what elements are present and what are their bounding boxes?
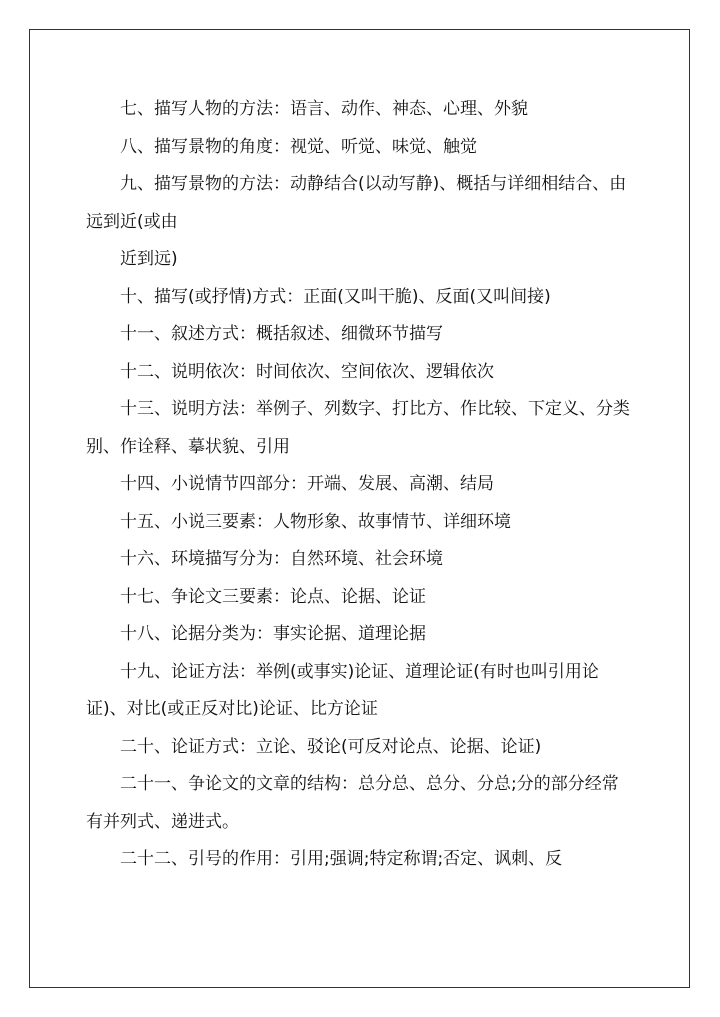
document-body (86, 91, 634, 879)
paragraph-16: 十六、环境描写分为：自然环境、社会环境 (120, 549, 443, 569)
paragraph-9-continuation: 近到远) (120, 249, 178, 269)
paragraph-14: 十四、小说情节四部分：开端、发展、高潮、结局 (120, 474, 494, 494)
paragraph-9: 九、描写景物的方法：动静结合(以动写静)、概括与详细相结合、由远到近(或由 (86, 174, 627, 232)
paragraph-15: 十五、小说三要素：人物形象、故事情节、详细环境 (120, 511, 511, 532)
paragraph-11: 十一、叙述方式：概括叙述、细微环节描写 (120, 324, 443, 344)
paragraph-8: 八、描写景物的角度：视觉、听觉、味觉、触觉 (120, 136, 477, 157)
paragraph-7: 七、描写人物的方法：语言、动作、神态、心理、外貌 (120, 99, 528, 119)
paragraph-22: 二十二、引号的作用：引用;强调;特定称谓;否定、讽刺、反 (120, 849, 563, 869)
paragraph-17: 十七、争论文三要素：论点、论据、论证 (120, 586, 426, 607)
paragraph-10: 十、描写(或抒情)方式：正面(又叫干脆)、反面(又叫间接) (120, 286, 551, 307)
paragraph-13: 十三、说明方法：举例子、列数字、打比方、作比较、下定义、分类别、作诠释、摹状貌、引用 (86, 399, 630, 457)
paragraph-20: 二十、论证方式：立论、驳论(可反对论点、论据、论证) (120, 736, 542, 757)
paragraph-19: 十九、论证方法：举例(或事实)论证、道理论证(有时也叫引用论证)、对比(或正反对比)论证、比方论证 (86, 661, 599, 719)
paragraph-21: 二十一、争论文的文章的结构：总分总、总分、分总;分的部分经常有并列式、递进式。 (86, 774, 619, 832)
paragraph-12: 十二、说明依次：时间依次、空间依次、逻辑依次 (120, 361, 494, 382)
paragraph-18: 十八、论据分类为：事实论据、道理论据 (120, 624, 426, 644)
